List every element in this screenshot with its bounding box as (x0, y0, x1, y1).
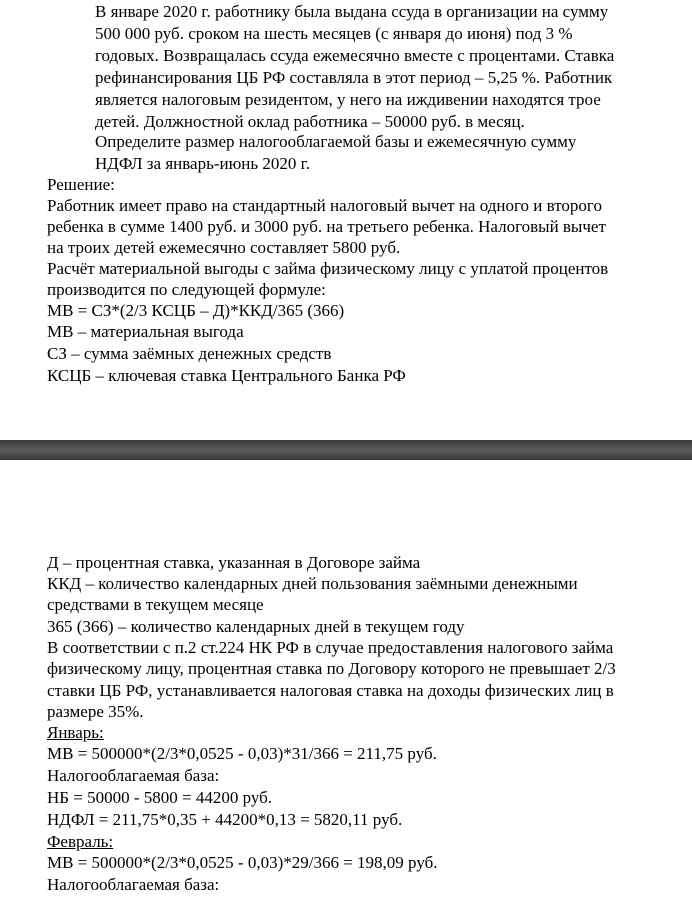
definition-line: ККД – количество календарных дней пользования заёмными денежными (47, 574, 578, 593)
january-base-label: Налогооблагаемая база: (47, 766, 220, 785)
january-heading: Январь: (47, 723, 104, 742)
definition-line: СЗ – сумма заёмных денежных средств (47, 344, 332, 363)
formula-line: МВ = СЗ*(2/3 КСЦБ – Д)*ККД/365 (366) (47, 301, 345, 320)
task-line: годовых. Возвращалась ссуда ежемесячно вместе с процентами. Ставка (95, 46, 615, 65)
february-base-label: Налогооблагаемая база: (47, 875, 220, 894)
task-line: детей. Должностной оклад работника – 50000 руб. в месяц. (95, 112, 525, 131)
solution-line: Расчёт материальной выгоды с займа физическому лицу с уплатой процентов (47, 259, 609, 278)
solution-heading: Решение: (47, 175, 115, 194)
task-line: В январе 2020 г. работнику была выдана ссуда в организации на сумму (95, 2, 609, 21)
document-page-1 (0, 0, 692, 440)
document-page-2 (0, 460, 692, 900)
definition-line: средствами в текущем месяце (47, 595, 264, 614)
january-nb: НБ = 50000 - 5800 = 44200 руб. (47, 788, 273, 807)
definition-line: КСЦБ – ключевая ставка Центрального Банка РФ (47, 366, 406, 385)
solution-line: на троих детей ежемесячно составляет 5800 руб. (47, 238, 401, 257)
solution-line: ребенка в сумме 1400 руб. и 3000 руб. на третьего ребенка. Налоговый вычет (47, 217, 606, 236)
january-ndfl: НДФЛ = 211,75*0,35 + 44200*0,13 = 5820,11 руб. (47, 810, 403, 829)
text-line: В соответствии с п.2 ст.224 НК РФ в случае предоставления налогового займа (47, 638, 614, 657)
definition-line: МВ – материальная выгода (47, 322, 244, 341)
task-line: Определите размер налогооблагаемой базы и ежемесячную сумму (95, 132, 577, 151)
page-separator (0, 440, 692, 460)
solution-line: производится по следующей формуле: (47, 280, 326, 299)
january-mv: МВ = 500000*(2/3*0,0525 - 0,03)*31/366 = 211,75 руб. (47, 744, 437, 763)
february-mv: МВ = 500000*(2/3*0,0525 - 0,03)*29/366 = 198,09 руб. (47, 853, 438, 872)
solution-line: Работник имеет право на стандартный налоговый вычет на одного и второго (47, 196, 602, 215)
definition-line: 365 (366) – количество календарных дней в текущем году (47, 617, 465, 636)
task-line: рефинансирования ЦБ РФ составляла в этот период – 5,25 %. Работник (95, 68, 613, 87)
task-line: НДФЛ за январь-июнь 2020 г. (95, 154, 310, 173)
text-line: размере 35%. (47, 702, 144, 721)
task-line: является налоговым резидентом, у него на иждивении находятся трое (95, 90, 601, 109)
definition-line: Д – процентная ставка, указанная в Договоре займа (47, 553, 421, 572)
text-line: ставки ЦБ РФ, устанавливается налоговая ставка на доходы физических лиц в (47, 681, 614, 700)
february-heading: Февраль: (47, 832, 114, 851)
task-line: 500 000 руб. сроком на шесть месяцев (с января до июня) под 3 % (95, 24, 573, 43)
text-line: физическому лицу, процентная ставка по Договору которого не превышает 2/3 (47, 659, 616, 678)
